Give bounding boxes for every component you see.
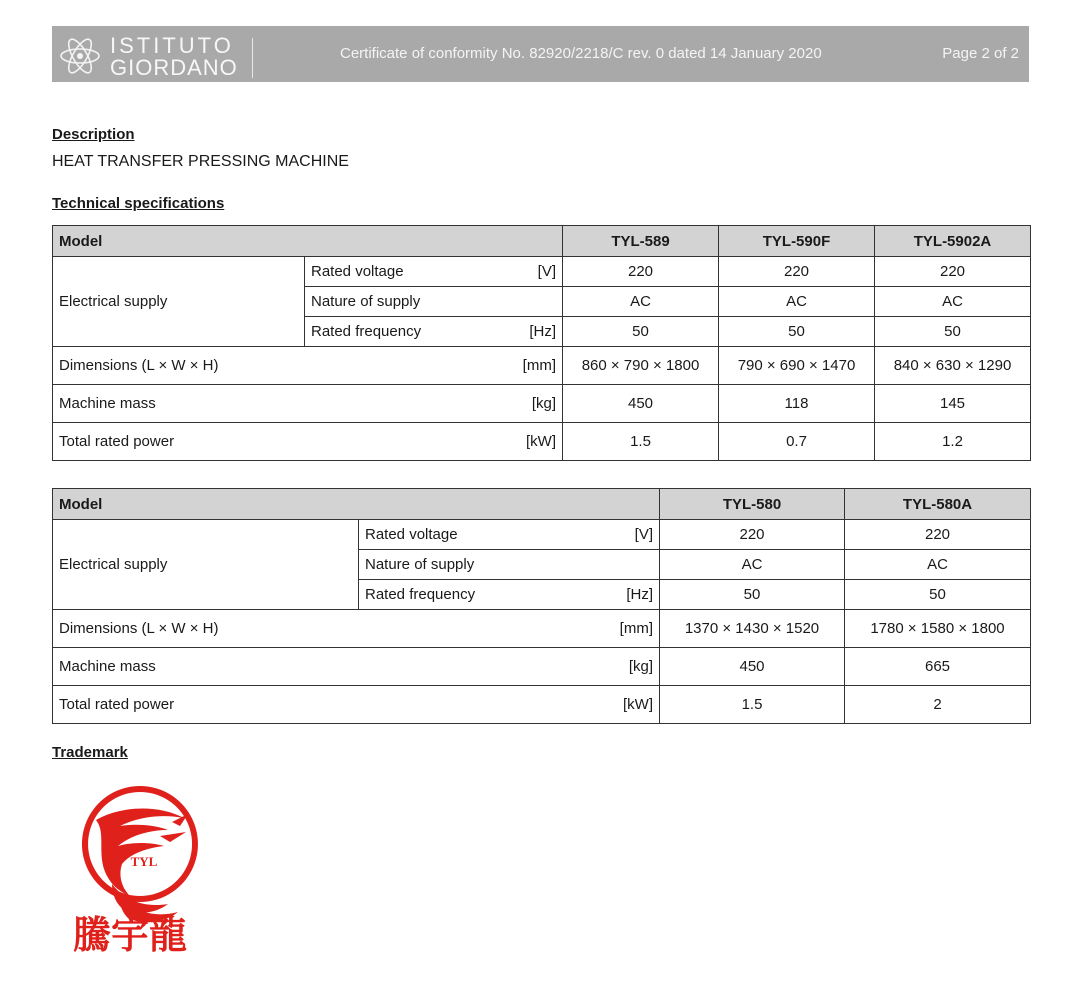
- row-label-cell: [53, 648, 660, 686]
- table-cell: 50: [660, 580, 845, 610]
- table-row: [53, 423, 1031, 461]
- table-cell: 220: [719, 257, 875, 287]
- logo-divider: [252, 38, 253, 78]
- row-label-cell: [359, 550, 660, 580]
- spec-table-1: [52, 225, 1031, 461]
- model-header: Model: [53, 226, 563, 257]
- model-name: TYL-580A: [845, 489, 1031, 520]
- model-name: TYL-580: [660, 489, 845, 520]
- row-label: Dimensions (L × W × H): [59, 357, 219, 374]
- table-cell: 0.7: [719, 423, 875, 461]
- logo-line-1: ISTITUTO: [110, 33, 234, 58]
- row-label-cell: [305, 317, 563, 347]
- table-row: [53, 257, 1031, 287]
- table-cell: 50: [875, 317, 1031, 347]
- model-name: TYL-590F: [719, 226, 875, 257]
- row-unit: [Hz]: [626, 586, 653, 603]
- table-cell: 450: [563, 385, 719, 423]
- row-unit: [kg]: [628, 658, 653, 675]
- trademark-chinese-text: 騰宇龍: [72, 912, 188, 957]
- tyl-trademark-logo: [60, 780, 220, 960]
- table-cell: 50: [719, 317, 875, 347]
- trademark-heading: Trademark: [52, 744, 128, 761]
- table-row: [53, 226, 1031, 257]
- table-cell: 118: [719, 385, 875, 423]
- table-cell: 1.5: [563, 423, 719, 461]
- table-cell: 1.2: [875, 423, 1031, 461]
- certificate-number: Certificate of conformity No. 82920/2218/C rev. 0 dated 14 January 2020: [340, 45, 822, 62]
- table-cell: 1.5: [660, 686, 845, 724]
- logo-line-2: GIORDANO: [110, 55, 238, 80]
- row-unit: [V]: [537, 263, 556, 280]
- table-cell: 220: [875, 257, 1031, 287]
- page-number: Page 2 of 2: [942, 45, 1019, 62]
- table-cell: 840 × 630 × 1290: [875, 347, 1031, 385]
- istituto-giordano-logo: [58, 30, 298, 78]
- table-cell: 220: [563, 257, 719, 287]
- row-unit: [Hz]: [529, 323, 556, 340]
- table-cell: AC: [719, 287, 875, 317]
- row-label: Rated voltage: [311, 263, 404, 280]
- table-row: [53, 347, 1031, 385]
- table-cell: 665: [845, 648, 1031, 686]
- row-label-cell: [53, 347, 563, 385]
- row-label: Nature of supply: [311, 293, 421, 310]
- trademark-logo-text: TYL: [130, 854, 158, 869]
- row-label: Machine mass: [59, 658, 156, 675]
- table-cell: 450: [660, 648, 845, 686]
- table-cell: 220: [660, 520, 845, 550]
- table-cell: 220: [845, 520, 1031, 550]
- row-label: Rated frequency: [365, 586, 476, 603]
- row-label-cell: [53, 610, 660, 648]
- row-label: Rated voltage: [365, 526, 458, 543]
- model-name: TYL-5902A: [875, 226, 1031, 257]
- certificate-header: [52, 26, 1029, 82]
- table-row: [53, 520, 1031, 550]
- electrical-supply-label: Electrical supply: [53, 520, 359, 610]
- table-cell: 50: [845, 580, 1031, 610]
- row-unit: [kW]: [623, 696, 653, 713]
- table-cell: 860 × 790 × 1800: [563, 347, 719, 385]
- row-label: Total rated power: [59, 433, 175, 450]
- row-label-cell: [53, 423, 563, 461]
- table-cell: AC: [563, 287, 719, 317]
- table-cell: 1370 × 1430 × 1520: [660, 610, 845, 648]
- model-name: TYL-589: [563, 226, 719, 257]
- table-cell: 2: [845, 686, 1031, 724]
- row-unit: [kg]: [531, 395, 556, 412]
- table-cell: 790 × 690 × 1470: [719, 347, 875, 385]
- table-cell: AC: [845, 550, 1031, 580]
- table-cell: 145: [875, 385, 1031, 423]
- technical-specifications-heading: Technical specifications: [52, 195, 225, 212]
- model-header: Model: [53, 489, 660, 520]
- table-row: [53, 686, 1031, 724]
- table-row: [53, 648, 1031, 686]
- row-label-cell: [359, 580, 660, 610]
- row-unit: [mm]: [619, 620, 653, 637]
- table-row: [53, 385, 1031, 423]
- row-label: Machine mass: [59, 395, 156, 412]
- electrical-supply-label: Electrical supply: [53, 257, 305, 347]
- row-label-cell: [53, 385, 563, 423]
- row-unit: [V]: [634, 526, 653, 543]
- row-label-cell: [305, 257, 563, 287]
- description-heading: Description: [52, 126, 135, 143]
- description-text: HEAT TRANSFER PRESSING MACHINE: [52, 153, 349, 170]
- row-unit: [mm]: [522, 357, 556, 374]
- table-row: [53, 610, 1031, 648]
- spec-table-2: [52, 488, 1031, 724]
- row-label: Nature of supply: [365, 556, 475, 573]
- row-label: Rated frequency: [311, 323, 422, 340]
- row-label-cell: [305, 287, 563, 317]
- row-unit: [kW]: [526, 433, 556, 450]
- row-label: Total rated power: [59, 696, 175, 713]
- table-cell: 1780 × 1580 × 1800: [845, 610, 1031, 648]
- table-cell: AC: [875, 287, 1031, 317]
- atom-icon: [58, 34, 102, 78]
- row-label: Dimensions (L × W × H): [59, 620, 219, 637]
- table-row: [53, 489, 1031, 520]
- table-cell: AC: [660, 550, 845, 580]
- row-label-cell: [359, 520, 660, 550]
- table-cell: 50: [563, 317, 719, 347]
- row-label-cell: [53, 686, 660, 724]
